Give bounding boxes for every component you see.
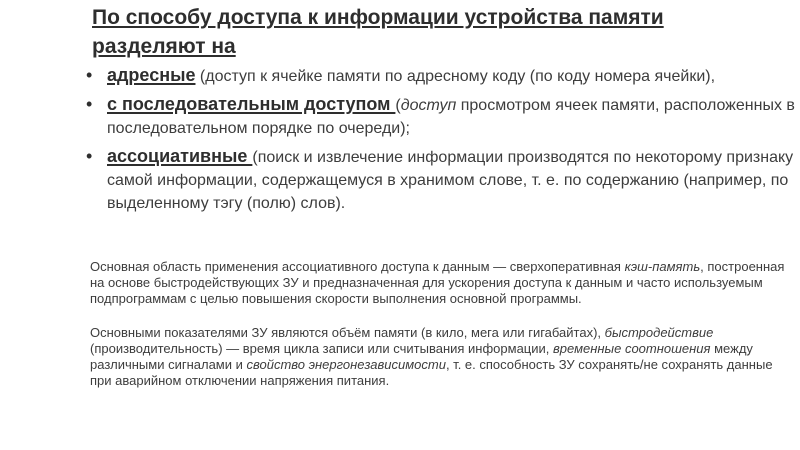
bullet-text: просмотром ячеек памяти, расположенных в последовательном порядке по очереди); <box>107 97 795 137</box>
bullet-text: (поиск и извлечение информации производятся по некоторому признаку самой информации, содержащемуся в хранимом слове, т. е. по содержанию (например, по выделенному тэгу (полю) слов). <box>107 149 794 212</box>
term-associative: ассоциативные <box>107 146 253 166</box>
term-address: адресные <box>107 65 196 85</box>
bullet-text: (доступ к ячейке памяти по адресному коду (по коду номера ячейки), <box>195 68 716 85</box>
paragraph-text: , т. е. способность ЗУ сохранять/не сохранять данные при аварийном отключении напряжения питания. <box>90 357 773 388</box>
term-sequential: с последовательным доступом <box>107 94 396 114</box>
list-item-associative <box>86 145 796 215</box>
paragraph-italic-timing: временные соотношения <box>553 341 711 356</box>
list-item-address <box>86 64 796 88</box>
paragraph-text: , построенная на основе быстродействующих ЗУ и предназначенная для ускорения доступа к данным и часто используемым подпрограммам с целью повышения скорости выполнения основной программы. <box>90 259 785 306</box>
bullet-icon: • <box>86 65 93 85</box>
paragraph-italic-speed: быстродействие <box>604 325 714 340</box>
paragraph-italic-nonvolatility: свойство энергонезависимости <box>246 357 446 372</box>
bullet-text-prefix: ( <box>395 97 401 114</box>
memory-access-types-list <box>86 64 796 220</box>
paragraph-italic-cache: кэш-память <box>624 259 701 274</box>
paragraph-text: (производительность) — время цикла записи или считывания информации, <box>90 341 553 356</box>
paragraph-text: между различными сигналами и <box>90 341 753 372</box>
bullet-icon: • <box>86 146 93 166</box>
bullet-icon: • <box>86 94 93 114</box>
slide-heading: По способу доступа к информации устройства памяти разделяют на <box>92 6 664 58</box>
paragraph-text: Основная область применения ассоциативного доступа к данным — сверхоперативная <box>90 259 625 274</box>
list-item-sequential <box>86 93 796 140</box>
paragraph-cache <box>90 259 790 307</box>
paragraph-text: Основными показателями ЗУ являются объём памяти (в кило, мега или гигабайтах), <box>90 325 605 340</box>
bullet-text-italic: доступ <box>400 97 457 114</box>
paragraph-indicators <box>90 325 790 389</box>
